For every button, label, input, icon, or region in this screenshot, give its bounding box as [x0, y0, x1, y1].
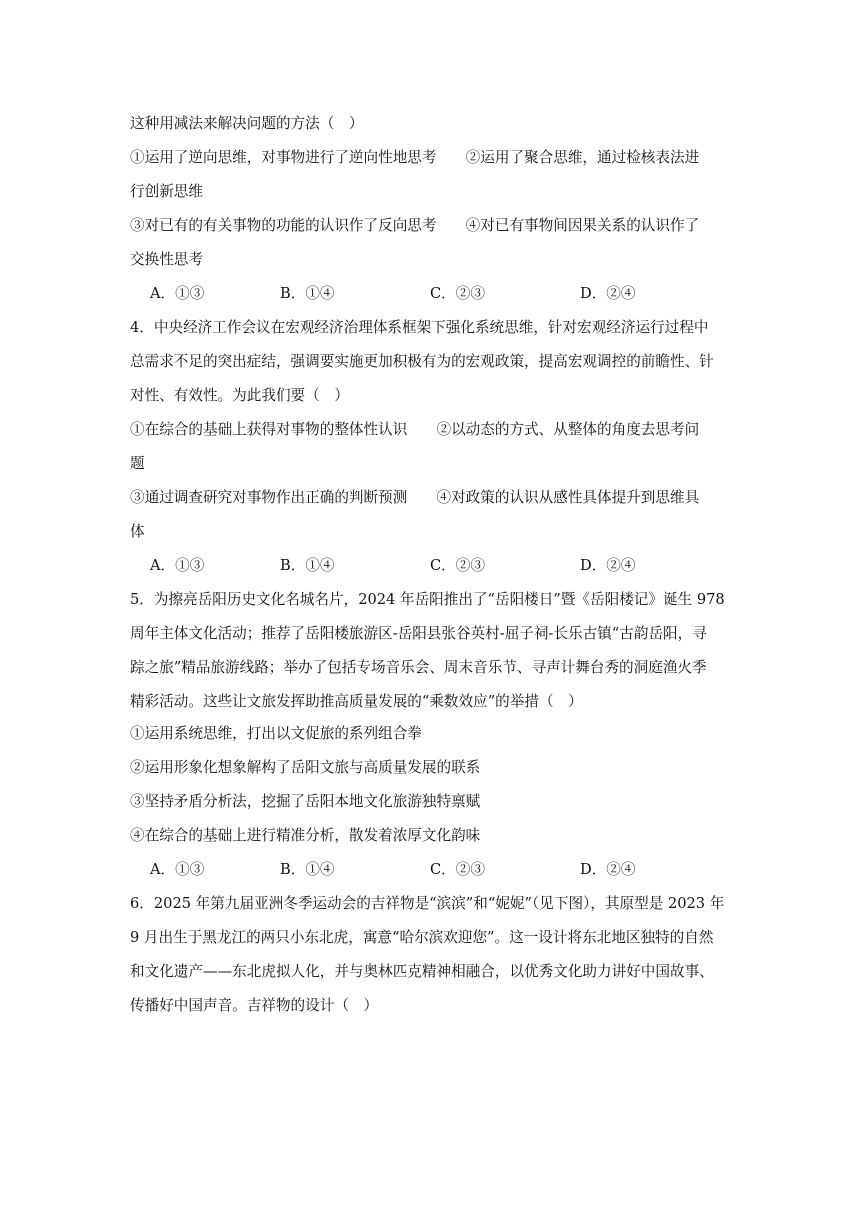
q5-stem-line-1: 5．为擦亮岳阳历史文化名城名片，2024 年岳阳推出了“岳阳楼日”暨《岳阳楼记》诞生 978 — [130, 591, 725, 608]
q4-statement-3-4-cont: 体 — [130, 523, 145, 540]
q5-statement-2: ②运用形象化想象解构了岳阳文旅与高质量发展的联系 — [130, 759, 481, 776]
q5-stem-line-2: 周年主体文化活动；推荐了岳阳楼旅游区-岳阳县张谷英村-屈子祠-长乐古镇“古韵岳阳，寻 — [130, 625, 707, 642]
q3-stem-tail: 这种用减法来解决问题的方法（ ） — [130, 115, 364, 132]
q6-stem-line-3: 和文化遗产——东北虎拟人化，并与奥林匹克精神相融合，以优秀文化助力讲好中国故事、 — [130, 963, 714, 980]
q3-statement-3-4: ③对已有的有关事物的功能的认识作了反向思考 ④对已有事物间因果关系的认识作了 — [130, 217, 700, 234]
q5-statement-4: ④在综合的基础上进行精准分析，散发着浓厚文化韵味 — [130, 827, 481, 844]
q5-option-b[interactable]: B．①④ — [280, 861, 335, 878]
q3-option-b[interactable]: B．①④ — [280, 285, 335, 302]
q3-option-c[interactable]: C．②③ — [430, 285, 485, 302]
q4-option-a[interactable]: A．①③ — [150, 557, 205, 574]
q5-stem-line-4: 精彩活动。这些让文旅发挥助推高质量发展的“乘数效应”的举措（ ） — [130, 693, 583, 710]
q4-option-c[interactable]: C．②③ — [430, 557, 485, 574]
q3-option-a[interactable]: A．①③ — [150, 285, 205, 302]
q4-stem-line-1: 4．中央经济工作会议在宏观经济治理体系框架下强化系统思维，针对宏观经济运行过程中 — [130, 319, 709, 336]
q6-stem-line-1: 6．2025 年第九届亚洲冬季运动会的吉祥物是“滨滨”和“妮妮”（见下图），其原型是 2023 年 — [130, 895, 725, 912]
q5-statement-3: ③坚持矛盾分析法，挖掘了岳阳本地文化旅游独特禀赋 — [130, 793, 481, 810]
q5-stem-line-3: 踪之旅”精品旅游线路；举办了包括专场音乐会、周末音乐节、寻声计舞台秀的洞庭渔火季 — [130, 659, 707, 676]
q3-option-d[interactable]: D．②④ — [580, 285, 636, 302]
q3-statement-1-2: ①运用了逆向思维，对事物进行了逆向性地思考 ②运用了聚合思维，通过检核表法进 — [130, 149, 700, 166]
q4-option-b[interactable]: B．①④ — [280, 557, 335, 574]
q5-option-a[interactable]: A．①③ — [150, 861, 205, 878]
q5-option-c[interactable]: C．②③ — [430, 861, 485, 878]
q4-stem-line-2: 总需求不足的突出症结，强调要实施更加积极有为的宏观政策，提高宏观调控的前瞻性、针 — [130, 353, 714, 370]
q4-stem-line-3: 对性、有效性。为此我们要（ ） — [130, 387, 349, 404]
q4-option-d[interactable]: D．②④ — [580, 557, 636, 574]
q4-statement-3-4: ③通过调查研究对事物作出正确的判断预测 ④对政策的认识从感性具体提升到思维具 — [130, 489, 700, 506]
q6-stem-line-2: 9 月出生于黑龙江的两只小东北虎，寓意“哈尔滨欢迎您”。这一设计将东北地区独特的自然 — [130, 929, 714, 946]
q6-stem-line-4: 传播好中国声音。吉祥物的设计（ ） — [130, 997, 379, 1014]
q3-statement-1-2-cont: 行创新思维 — [130, 183, 203, 200]
q3-statement-3-4-cont: 交换性思考 — [130, 251, 203, 268]
q5-statement-1: ①运用系统思维，打出以文促旅的系列组合拳 — [130, 725, 422, 742]
q4-statement-1-2: ①在综合的基础上获得对事物的整体性认识 ②以动态的方式、从整体的角度去思考问 — [130, 421, 700, 438]
q5-option-d[interactable]: D．②④ — [580, 861, 636, 878]
q4-statement-1-2-cont: 题 — [130, 455, 145, 472]
